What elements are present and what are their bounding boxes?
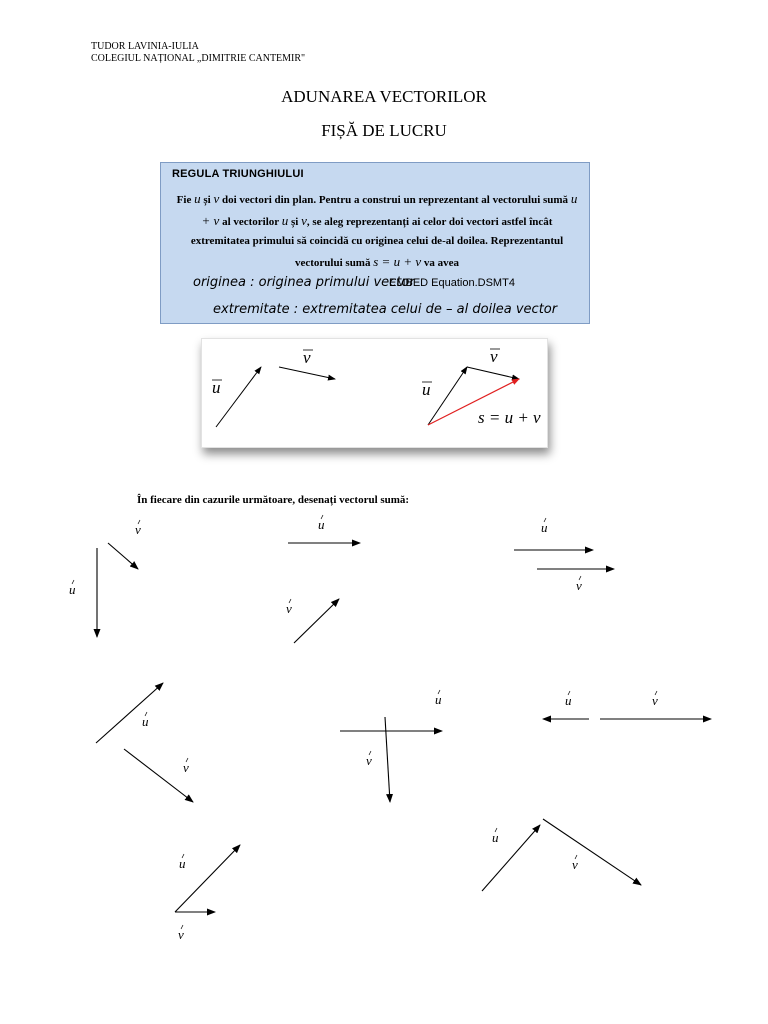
case4-label-u: u — [142, 714, 149, 729]
vector-u-symbol-2: u — [281, 212, 289, 228]
case7-label-v: v — [178, 927, 184, 942]
document-subtitle: FIȘĂ DE LUCRU — [321, 121, 447, 140]
case4-vector-v — [124, 749, 193, 802]
case3-label-u: u — [541, 520, 548, 535]
extremity-formula: extremitate : extremitatea celui de – al doilea vector — [213, 302, 558, 317]
case8-vector-u — [482, 825, 540, 891]
case4-vector-u — [96, 683, 163, 743]
vector-sum-symbol: u + v — [201, 191, 578, 228]
rule-text-3: al vectorilor — [222, 215, 279, 228]
figure2-label-sum: s = u + v — [478, 408, 541, 427]
rule-text-2: doi vectori din plan. Pentru a construi un reprezentant al vectorului sumă — [221, 194, 569, 206]
case5-vector-v — [385, 717, 390, 802]
figure-label-v: v — [303, 348, 311, 367]
figure-label-u: u — [212, 378, 221, 397]
case1-label-u: u — [69, 582, 76, 597]
rule-heading: REGULA TRIUNGHIULUI — [172, 168, 304, 180]
case2-label-v: v — [286, 601, 292, 616]
vector-v-symbol-2: v — [301, 212, 307, 228]
rule-and-2: și — [290, 215, 299, 228]
case4-label-v: v — [183, 760, 189, 775]
case1-label-v: v — [135, 522, 141, 537]
case5-label-v: v — [366, 753, 372, 768]
case3-label-v: v — [576, 578, 582, 593]
case8-vector-v — [543, 819, 641, 885]
case8-label-v: v — [572, 857, 578, 872]
exercise-instruction: În fiecare din cazurile următoare, desenați vectorul sumă: — [137, 494, 410, 506]
vector-u-symbol: u — [194, 191, 201, 206]
case2-label-u: u — [318, 517, 325, 532]
origin-formula: originea : originea primului vector — [193, 275, 415, 290]
case6-label-v: v — [652, 693, 658, 708]
rule-text-1: Fie — [176, 194, 192, 206]
sum-equation: s = u + v — [373, 253, 422, 269]
case2-vector-v — [294, 599, 339, 643]
rule-and-1: și — [203, 194, 211, 206]
document-title: ADUNAREA VECTORILOR — [281, 87, 487, 106]
figure2-label-u: u — [422, 380, 431, 399]
figure2-label-v: v — [490, 347, 498, 366]
case7-label-u: u — [179, 856, 186, 871]
rule-text-4: , se aleg reprezentanți ai celor doi vectori astfel încât extremitatea primului să coincidă cu originea celui de-al doilea. Reprezentantul vectorului sumă — [190, 215, 564, 269]
vector-v-symbol: v — [213, 191, 220, 206]
embed-field: EMBED Equation.DSMT4 — [389, 277, 515, 289]
rule-text-5: va avea — [423, 256, 459, 269]
school-name: COLEGIUL NAȚIONAL „DIMITRIE CANTEMIR" — [91, 53, 306, 64]
case6-label-u: u — [565, 693, 572, 708]
author-name: TUDOR LAVINIA-IULIA — [91, 41, 199, 52]
case5-label-u: u — [435, 692, 442, 707]
case1-vector-v — [108, 543, 138, 569]
case8-label-u: u — [492, 830, 499, 845]
